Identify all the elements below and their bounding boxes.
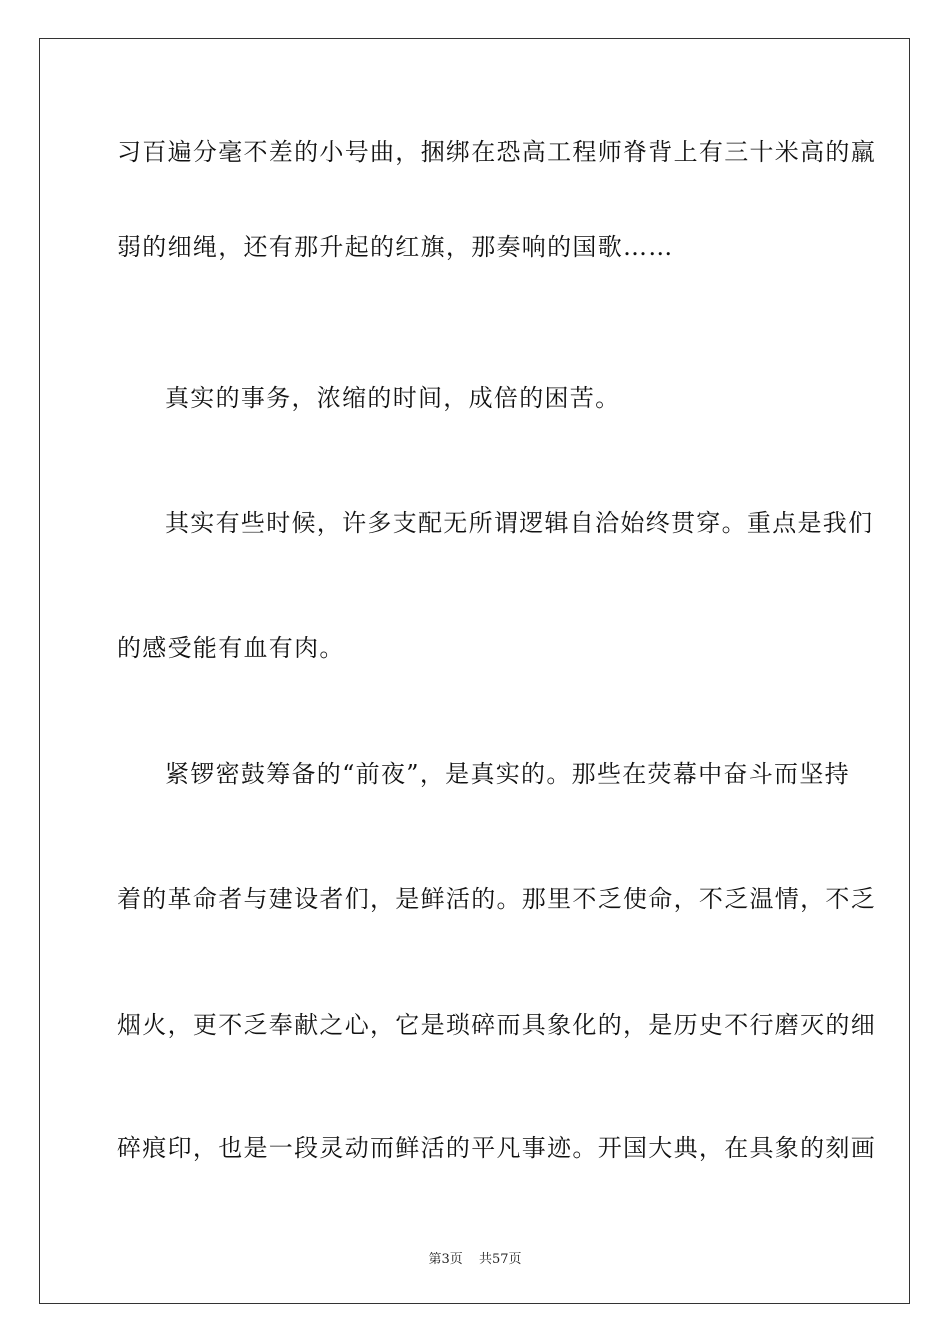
paragraph-line-7: 着的革命者与建设者们，是鲜活的。那里不乏使命，不乏温情，不乏 xyxy=(117,885,876,913)
paragraph-line-1: 习百遍分毫不差的小号曲，捆绑在恐高工程师脊背上有三十米高的羸 xyxy=(117,138,876,166)
paragraph-line-4: 其实有些时候，许多支配无所谓逻辑自洽始终贯穿。重点是我们 xyxy=(165,509,874,537)
page-footer xyxy=(0,1248,950,1267)
paragraph-line-5: 的感受能有血有肉。 xyxy=(117,634,345,662)
total-pages: 共57页 xyxy=(478,1252,522,1267)
paragraph-line-2: 弱的细绳，还有那升起的红旗，那奏响的国歌…… xyxy=(117,233,674,261)
paragraph-line-6: 紧锣密鼓筹备的“前夜”，是真实的。那些在荧幕中奋斗而坚持 xyxy=(165,760,850,788)
paragraph-line-3: 真实的事务，浓缩的时间，成倍的困苦。 xyxy=(165,384,621,412)
page-number: 第3页 xyxy=(428,1252,463,1267)
paragraph-line-9: 碎痕印，也是一段灵动而鲜活的平凡事迹。开国大典，在具象的刻画 xyxy=(117,1134,876,1162)
paragraph-line-8: 烟火，更不乏奉献之心，它是琐碎而具象化的，是历史不行磨灭的细 xyxy=(117,1011,876,1039)
page-border xyxy=(39,38,910,1304)
